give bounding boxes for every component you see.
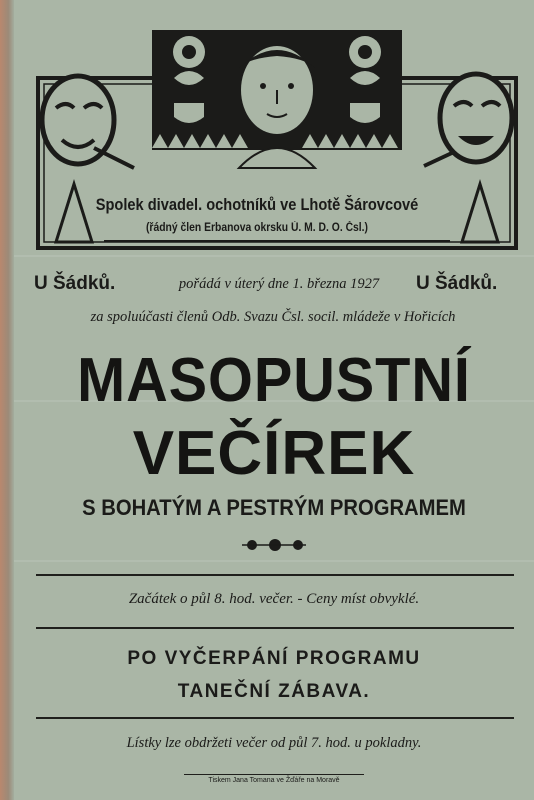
- society-name: Spolek divadel. ochotníků ve Lhotě Šárovcové: [95, 195, 419, 214]
- paper-fold: [14, 255, 534, 257]
- woodcut-illustration: [34, 28, 520, 250]
- comedy-mask-icon: [42, 76, 134, 168]
- floral-ornament-icon: [240, 537, 310, 553]
- woodcut-header: [34, 28, 520, 250]
- poster: [14, 0, 534, 800]
- membership-note: (řádný člen Erbanova okrsku Ú. M. D. O. Čsl.): [145, 222, 368, 234]
- main-title-line2: VEČÍREK: [132, 419, 416, 488]
- divider: [184, 774, 364, 775]
- venue-left: U Šádků.: [34, 273, 116, 294]
- event-date: pořádá v úterý dne 1. března 1927: [178, 276, 380, 292]
- divider: [36, 627, 514, 629]
- printer-imprint: Tiskem Jana Tomana ve Žďáře na Moravě: [208, 777, 340, 784]
- divider: [36, 574, 514, 576]
- after-program-line: PO VYČERPÁNÍ PROGRAMU: [127, 648, 421, 669]
- venue-right: U Šádků.: [416, 273, 498, 294]
- tickets-line: Lístky lze obdržeti večer od půl 7. hod. u pokladny.: [126, 735, 422, 751]
- divider: [36, 717, 514, 719]
- paper-fold: [14, 560, 534, 562]
- subtitle: S BOHATÝM A PESTRÝM PROGRAMEM: [82, 495, 466, 520]
- paper-edge: [0, 0, 14, 800]
- tragedy-mask-icon: [424, 74, 512, 166]
- main-title-line1: MASOPUSTNÍ: [77, 346, 471, 415]
- start-time-line: Začátek o půl 8. hod. večer. - Ceny míst obvyklé.: [128, 591, 420, 607]
- dance-line: TANEČNÍ ZÁBAVA.: [177, 681, 371, 702]
- cooperation-line: za spoluúčasti členů Odb. Svazu Čsl. socil. mládeže v Hořicích: [90, 309, 456, 325]
